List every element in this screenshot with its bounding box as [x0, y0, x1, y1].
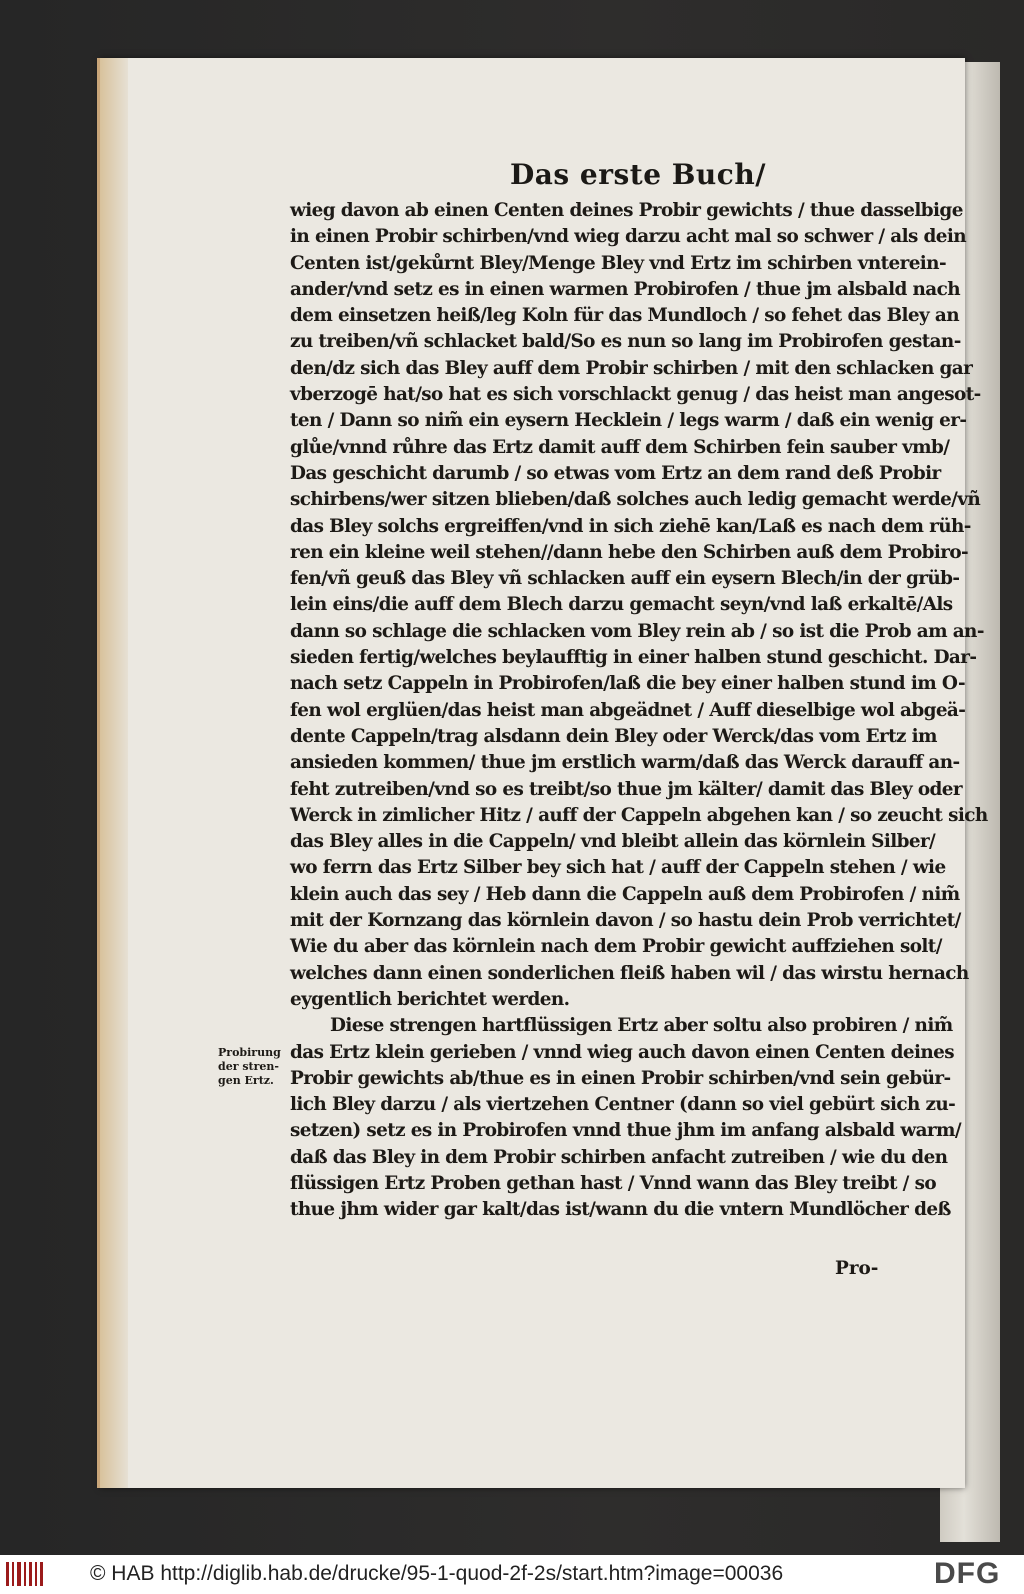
text-line: das Bley alles in die Cappeln/ vnd bleibt allein das körnlein Silber/ [290, 831, 936, 853]
text-line: Diese strengen hartflüssigen Ertz aber soltu also probiren / nim̃ [330, 1015, 953, 1037]
text-line: eygentlich berichtet werden. [290, 988, 570, 1010]
text-line: dente Cappeln/trag alsdann dein Bley oder Werck/das vom Ertz im [290, 725, 937, 747]
text-line: Wie du aber das körnlein nach dem Probir gewicht auffziehen solt/ [290, 936, 942, 958]
barcode-logo-icon [4, 1559, 46, 1589]
text-line: ten / Dann so nim̃ ein eysern Hecklein / legs warm / daß ein wenig er- [290, 410, 967, 432]
text-line: welches dann einen sonderlichen fleiß haben wil / das wirstu hernach [290, 962, 969, 984]
text-line: nach setz Cappeln in Probirofen/laß die bey einer halben stund im O- [290, 673, 965, 695]
marginal-note-line: der stren- [218, 1060, 279, 1073]
text-line: Centen ist/gekůrnt Bley/Menge Bley vnd Ertz im schirben vnterein- [290, 252, 946, 274]
text-line: mit der Kornzang das körnlein davon / so hastu dein Prob verrichtet/ [290, 910, 961, 932]
main-text [290, 198, 988, 1224]
text-line: thue jhm wider gar kalt/das ist/wann du die vntern Mundlöcher deß [290, 1199, 951, 1221]
text-line: lich Bley darzu / als viertzehen Centner (dann so viel gebürt sich zu- [290, 1094, 956, 1116]
text-line: fen wol erglüen/das heist man abgeädnet / Auff dieselbige wol abgeä- [290, 699, 966, 721]
dfg-logo: DFG [934, 1557, 1001, 1590]
text-line: in einen Probir schirben/vnd wieg darzu acht mal so schwer / als dein [290, 226, 967, 248]
text-line: feht zutreiben/vnd so es treibt/so thue jm kälter/ damit das Bley oder [290, 778, 962, 800]
text-line: flüssigen Ertz Proben gethan hast / Vnnd wann das Bley treibt / so [290, 1172, 937, 1194]
text-line: zu treiben/vñ schlacket bald/So es nun so lang im Probirofen gestan- [290, 331, 961, 353]
text-line: daß das Bley in dem Probir schirben anfacht zutreiben / wie du den [290, 1146, 948, 1168]
text-line: setzen) setz es in Probirofen vnnd thue jhm im anfang alsbald warm/ [290, 1120, 961, 1142]
text-line: wieg davon ab einen Centen deines Probir gewichts / thue dasselbige [290, 200, 963, 221]
text-line: klein auch das sey / Heb dann die Cappeln auß dem Probirofen / nim̃ [290, 883, 960, 905]
running-head: Das erste Buch/ [510, 158, 766, 191]
text-line: dann so schlage die schlacken vom Bley rein ab / so ist die Prob am an- [290, 620, 984, 642]
text-line: vberzogē hat/so hat es sich vorschlackt genug / das heist man angesot- [290, 384, 981, 406]
marginal-note-line: gen Ertz. [218, 1074, 274, 1087]
marginal-note [218, 1046, 288, 1088]
text-line: glůe/vnnd růhre das Ertz damit auff dem Schirben fein sauber vmb/ [290, 436, 950, 458]
footer-source-link[interactable]: © HAB http://diglib.hab.de/drucke/95-1-quod-2f-2s/start.htm?image=00036 [90, 1562, 784, 1585]
text-line: das Ertz klein gerieben / vnnd wieg auch davon einen Centen deines [290, 1041, 954, 1063]
text-line: sieden fertig/welches beylaufftig in einer halben stund geschicht. Dar- [290, 647, 977, 669]
book-page [100, 58, 988, 1488]
text-line: dem einsetzen heiß/leg Koln für das Mundloch / so fehet das Bley an [290, 305, 959, 327]
text-line: ren ein kleine weil stehen//dann hebe den Schirben auß dem Probiro- [290, 541, 969, 563]
text-line: ander/vnd setz es in einen warmen Probirofen / thue jm alsbald nach [290, 278, 960, 300]
text-line: fen/vñ geuß das Bley vñ schlacken auff ein eysern Blech/in der grüb- [290, 568, 960, 590]
footer-bar [0, 1555, 1024, 1594]
catchword: Pro- [835, 1258, 879, 1279]
text-line: das Bley solchs ergreiffen/vnd in sich ziehē kan/Laß es nach dem rüh- [290, 515, 971, 537]
text-line: Das geschicht darumb / so etwas vom Ertz an dem rand deß Probir [290, 462, 941, 484]
text-line: ansieden kommen/ thue jm erstlich warm/daß das Werck darauff an- [290, 752, 960, 774]
text-line: Probir gewichts ab/thue es in einen Probir schirben/vnd sein gebür- [290, 1067, 951, 1089]
text-line: wo ferrn das Ertz Silber bey sich hat / auff der Cappeln stehen / wie [290, 857, 946, 879]
text-line: schirbens/wer sitzen blieben/daß solches auch ledig gemacht werde/vñ [290, 489, 981, 511]
text-line: den/dz sich das Bley auff dem Probir schirben / mit den schlacken gar [290, 357, 973, 379]
text-line: lein eins/die auff dem Blech darzu gemacht seyn/vnd laß erkaltē/Als [290, 594, 953, 616]
text-line: Werck in zimlicher Hitz / auff der Cappeln abgehen kan / so zeucht sich [290, 804, 988, 826]
page-spine-edge [100, 58, 128, 1488]
marginal-note-line: Probirung [218, 1046, 281, 1059]
